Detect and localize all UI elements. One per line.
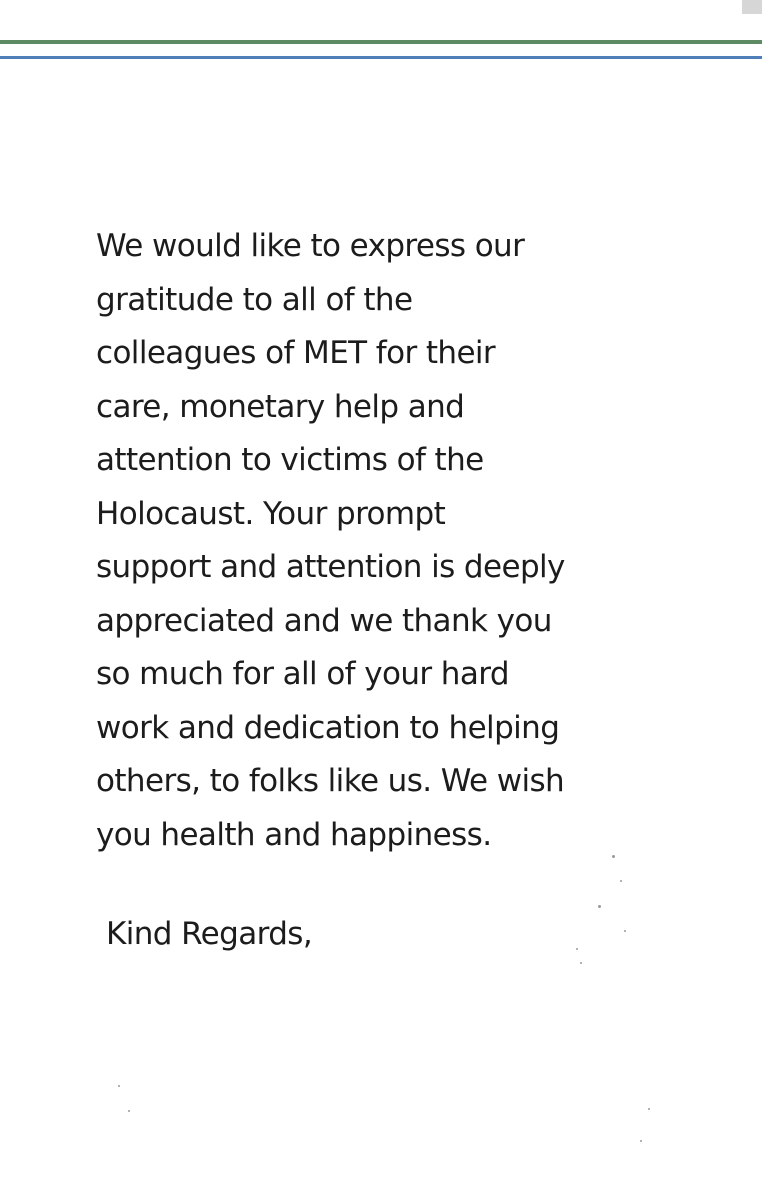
scan-speck <box>128 1110 130 1112</box>
corner-mark <box>742 0 762 14</box>
letter-line: care, monetary help and <box>96 388 465 425</box>
letter-line: attention to victims of the <box>96 442 484 478</box>
letter-body <box>96 220 696 952</box>
header-rule <box>0 0 762 64</box>
letter-line: We would like to express our <box>96 228 525 264</box>
letter-line: gratitude to all of the <box>96 281 413 318</box>
scan-speck <box>580 962 582 964</box>
letter-line: so much for all of your hard <box>96 656 509 692</box>
letter-line: appreciated and we thank you <box>96 602 552 639</box>
scan-speck <box>624 930 626 932</box>
scan-speck <box>612 855 615 858</box>
header-rule-blue <box>0 56 762 59</box>
header-rule-green <box>0 40 762 44</box>
scan-speck <box>620 880 622 882</box>
letter-paragraph <box>96 220 696 862</box>
scan-speck <box>598 905 601 908</box>
scan-speck <box>640 1140 642 1142</box>
letter-closing: Kind Regards, <box>106 916 313 952</box>
scan-speck <box>576 948 578 950</box>
letter-line: you health and happiness. <box>96 816 492 853</box>
letter-line: support and attention is deeply <box>96 549 565 585</box>
letter-line: others, to folks like us. We wish <box>96 763 565 799</box>
letter-line: colleagues of MET for their <box>96 335 496 371</box>
scan-speck <box>648 1108 650 1110</box>
scan-speck <box>118 1085 120 1087</box>
letter-line: Holocaust. Your prompt <box>96 495 446 532</box>
letter-line: work and dedication to helping <box>96 709 560 746</box>
